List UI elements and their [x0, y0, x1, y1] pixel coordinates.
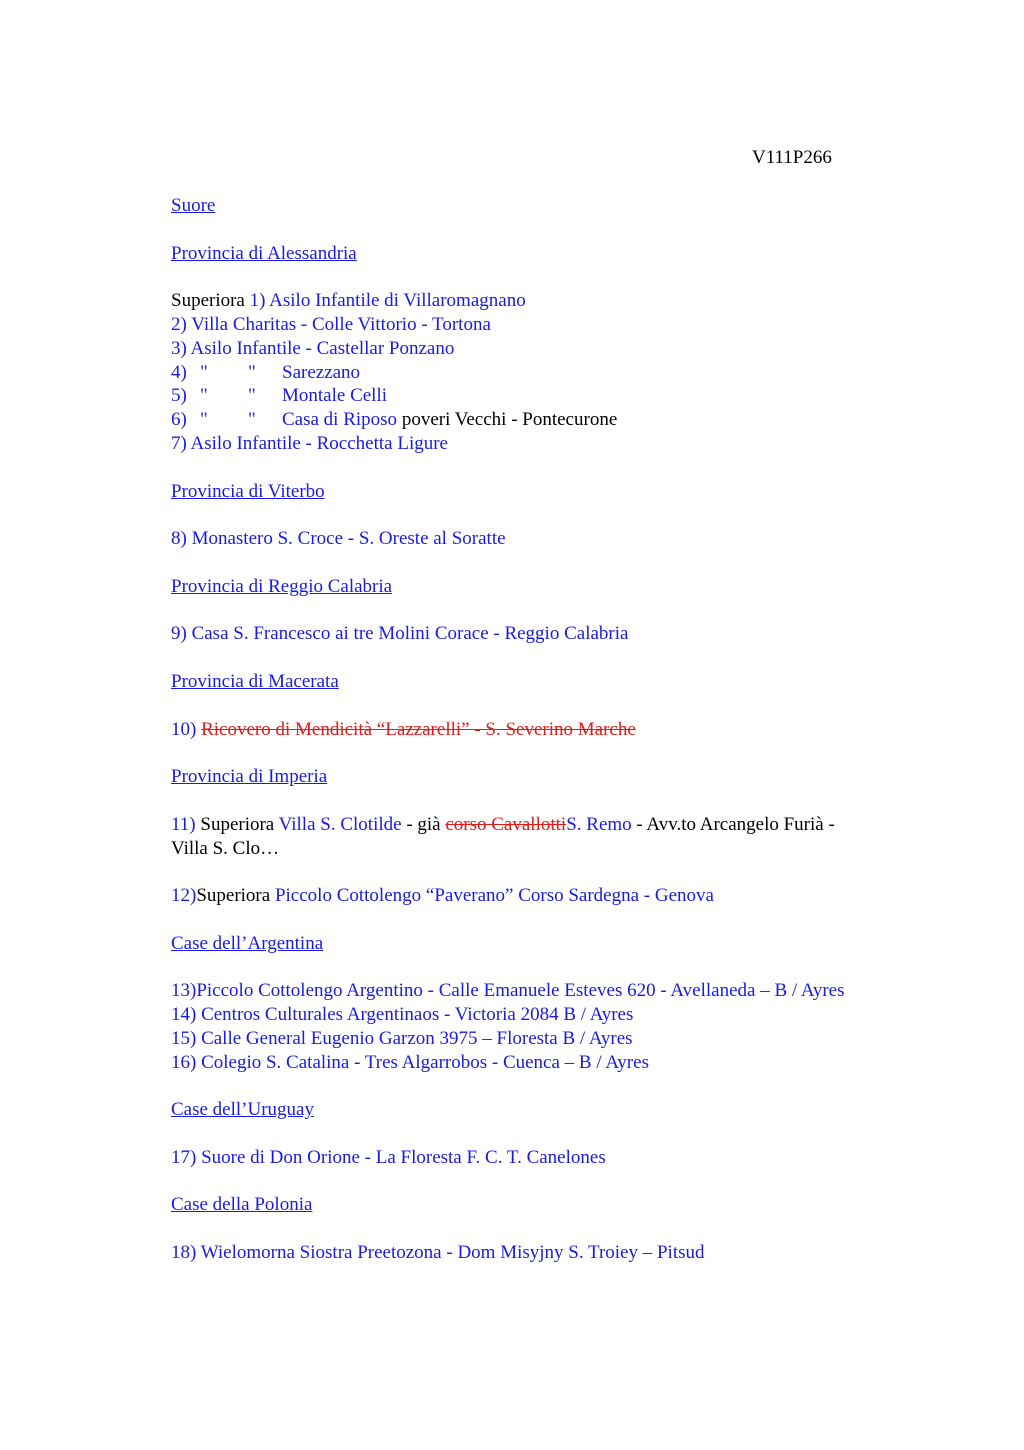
struck-text: corso Cavallotti	[445, 813, 567, 835]
list-item: 9) Casa S. Francesco ai tre Molini Corace - Reggio Calabria	[171, 623, 629, 645]
heading-argentina: Case dell’Argentina	[171, 932, 324, 954]
heading-polonia: Case della Polonia	[171, 1194, 313, 1216]
heading-macerata: Provincia di Macerata	[171, 670, 339, 692]
list-item: 15) Calle General Eugenio Garzon 3975 – Floresta B / Ayres	[171, 1027, 633, 1049]
list-item: 2) Villa Charitas - Colle Vittorio - Tortona	[171, 313, 491, 335]
list-item: 5) " " Montale Celli	[171, 385, 388, 407]
list-item: 6) " " Casa di Riposo poveri Vecchi - Pontecurone	[171, 409, 618, 431]
heading-viterbo: Provincia di Viterbo	[171, 480, 325, 502]
list-item: 16) Colegio S. Catalina - Tres Algarrobos - Cuenca – B / Ayres	[171, 1051, 649, 1073]
list-item: Superiora 1) Asilo Infantile di Villaromagnano	[171, 290, 526, 312]
document-title: Suore	[171, 195, 216, 216]
document-body	[171, 194, 931, 1265]
list-item: 7) Asilo Infantile - Rocchetta Ligure	[171, 432, 448, 454]
list-item: 4) " " Sarezzano	[171, 361, 361, 383]
list-item: 13)Piccolo Cottolengo Argentino - Calle Emanuele Esteves 620 - Avellaneda – B / Ayres	[171, 980, 845, 1002]
heading-alessandria: Provincia di Alessandria	[171, 242, 357, 264]
list-item: 3) Asilo Infantile - Castellar Ponzano	[171, 337, 455, 359]
list-item: 10) Ricovero di Mendicità “Lazzarelli” - S. Severino Marche	[171, 718, 636, 740]
list-item: 12)Superiora Piccolo Cottolengo “Paverano” Corso Sardegna - Genova	[171, 885, 714, 907]
list-item: 17) Suore di Don Orione - La Floresta F. C. T. Canelones	[171, 1146, 606, 1168]
list-item: 11) Superiora Villa S. Clotilde - già corso CavallottiS. Remo - Avv.to Arcangelo Furià -	[171, 813, 835, 835]
list-item: 18) Wielomorna Siostra Preetozona - Dom Misyjny S. Troiey – Pitsud	[171, 1242, 705, 1264]
heading-imperia: Provincia di Imperia	[171, 766, 328, 788]
list-item: 14) Centros Culturales Argentinaos - Victoria 2084 B / Ayres	[171, 1004, 634, 1026]
list-item-continuation: Villa S. Clo…	[171, 837, 280, 859]
heading-uruguay: Case dell’Uruguay	[171, 1099, 314, 1121]
list-item: 8) Monastero S. Croce - S. Oreste al Soratte	[171, 528, 506, 550]
heading-reggio-calabria: Provincia di Reggio Calabria	[171, 575, 393, 597]
struck-text: Ricovero di Mendicità “Lazzarelli” - S. Severino Marche	[201, 718, 636, 740]
document-reference: V111P266	[752, 147, 832, 168]
